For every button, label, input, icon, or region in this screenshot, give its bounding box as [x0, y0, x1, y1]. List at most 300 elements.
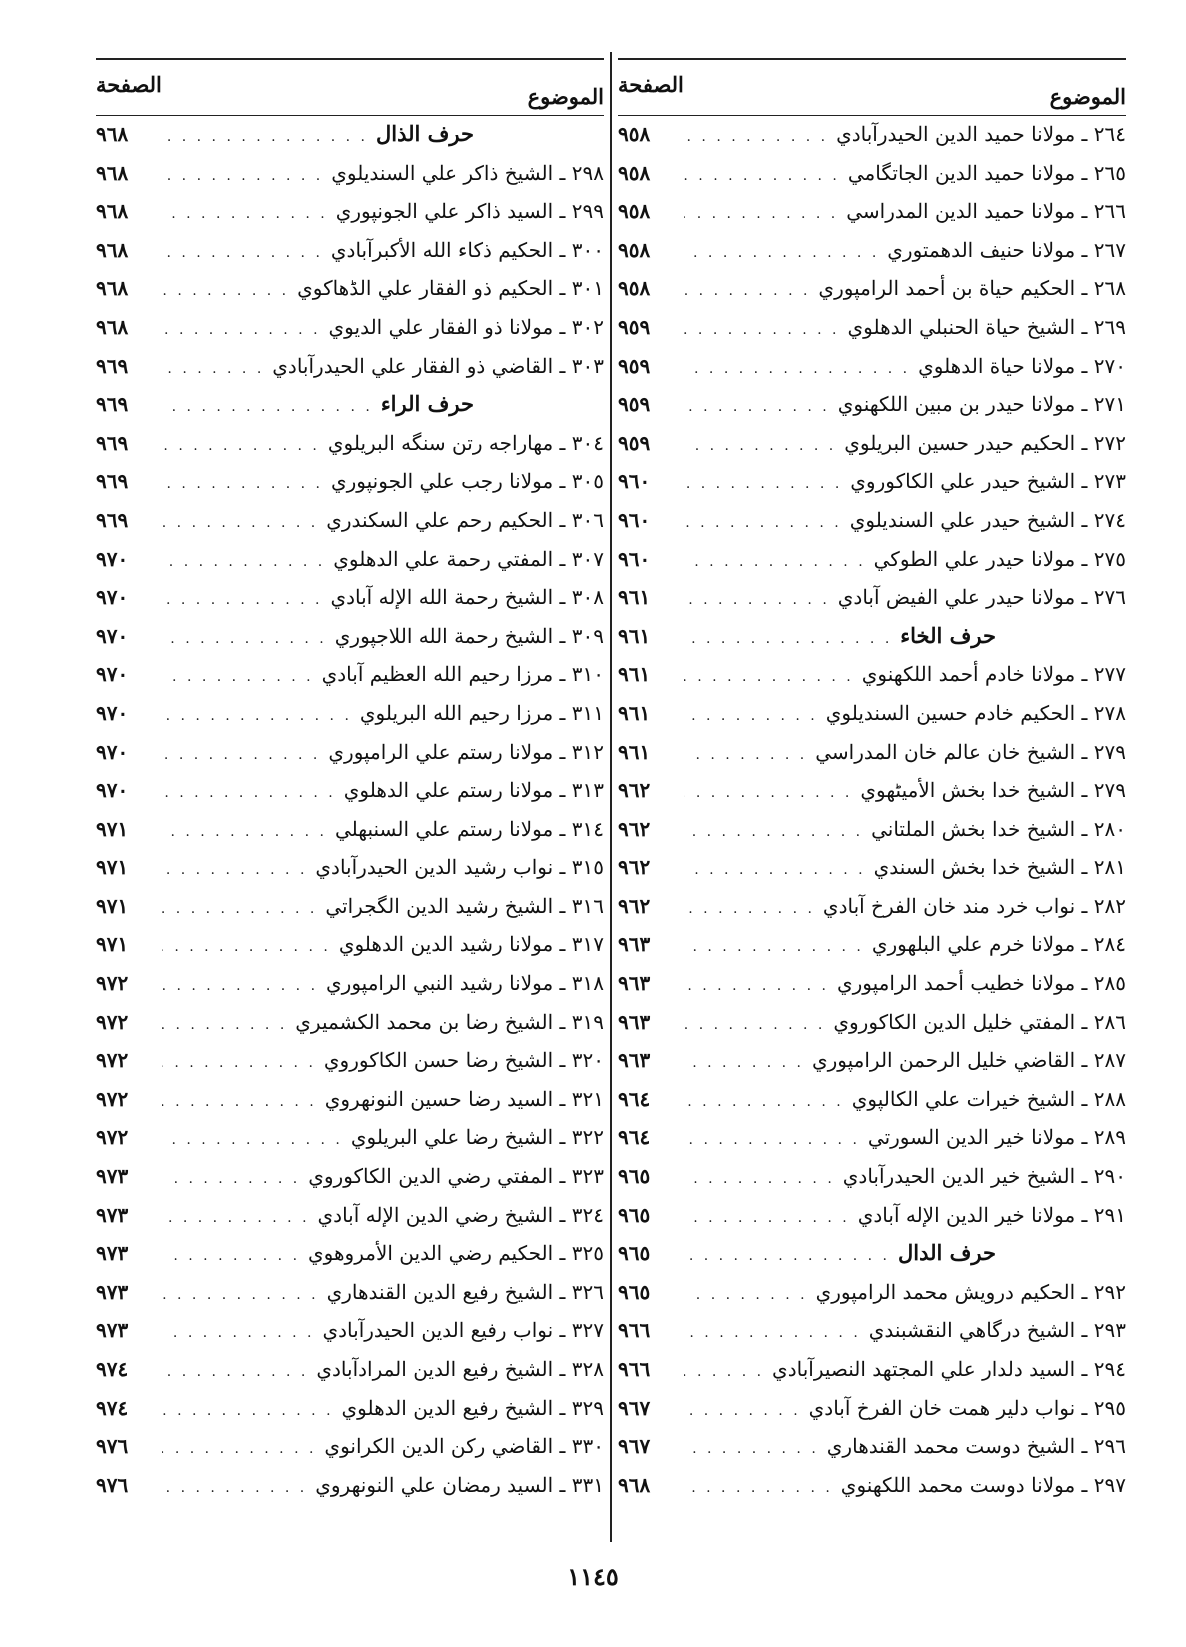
entry-title: ٢٩٦ ـ الشيخ دوست محمد القندهاري	[826, 1434, 1126, 1459]
entry-title: ٣١٧ ـ مولانا رشيد الدين الدهلوي	[338, 932, 604, 957]
dot-leader	[162, 311, 321, 350]
entry-page: ٩٦١	[618, 739, 651, 764]
index-entry	[618, 964, 1126, 1003]
top-rule-left	[96, 58, 604, 60]
top-rule-right	[618, 58, 1126, 60]
entry-title: ٢٧٩ ـ الشيخ خدا بخش الأميٹهوي	[860, 778, 1126, 803]
entry-list	[618, 115, 1126, 1504]
index-entry	[618, 1003, 1126, 1042]
index-entry	[618, 501, 1126, 540]
index-entry	[618, 1389, 1126, 1428]
entry-page: ٩٧٦	[96, 1434, 129, 1459]
dot-leader	[162, 851, 307, 890]
entry-page: ٩٧٠	[96, 623, 129, 648]
index-entry	[96, 694, 604, 733]
dot-leader	[162, 658, 314, 697]
entry-page: ٩٧١	[96, 932, 129, 957]
entry-page: ٩٦٠	[618, 469, 651, 494]
entry-title: ٣١٤ ـ مولانا رستم علي السنبهلي	[334, 816, 604, 841]
entry-page: ٩٧٢	[96, 1086, 129, 1111]
index-entry	[618, 462, 1126, 501]
entry-title: ٢٩٩ ـ السيد ذاكر علي الجونپوري	[335, 199, 604, 224]
entry-page: ٩٦٠	[618, 546, 651, 571]
entry-page: ٩٦٨	[96, 122, 129, 146]
dot-leader	[162, 543, 325, 582]
entry-title: ٣١٠ ـ مرزا رحيم الله العظيم آبادي	[321, 662, 604, 687]
dot-leader	[162, 736, 320, 775]
index-entry	[618, 1041, 1126, 1080]
dot-leader	[684, 465, 842, 504]
dot-leader	[162, 1199, 310, 1238]
entry-title: ٢٩٢ ـ الحكيم درويش محمد الرامپوري	[815, 1279, 1126, 1304]
entry-title: ٢٧٤ ـ الشيخ حيدر علي السنديلوي	[849, 507, 1126, 532]
index-entry	[96, 1041, 604, 1080]
entry-title: ٢٩٠ ـ الشيخ خير الدين الحيدرآبادي	[842, 1164, 1126, 1189]
entry-page: ٩٦١	[618, 623, 651, 648]
entry-title: ٣١٢ ـ مولانا رستم علي الرامپوري	[328, 739, 604, 764]
entry-title: ٢٩٧ ـ مولانا دوست محمد اللكهنوي	[840, 1472, 1126, 1497]
index-entry	[618, 1080, 1126, 1119]
entry-page: ٩٦٣	[618, 1009, 651, 1034]
entry-page: ٩٧٠	[96, 778, 129, 803]
entry-page: ٩٧٢	[96, 1125, 129, 1150]
entry-page: ٩٦٠	[618, 507, 651, 532]
entry-page: ٩٥٨	[618, 276, 651, 301]
dot-leader	[162, 1276, 319, 1315]
left-column	[96, 70, 604, 1504]
index-entry	[618, 1466, 1126, 1505]
dot-leader	[684, 851, 866, 890]
dot-leader	[684, 1314, 861, 1353]
dot-leader	[684, 543, 866, 582]
page-header: الصفحة	[618, 72, 684, 97]
index-entry	[96, 154, 604, 193]
index-entry	[96, 1427, 604, 1466]
entry-title: حرف الخاء	[900, 622, 996, 648]
dot-leader	[684, 1006, 825, 1045]
index-entry	[618, 347, 1126, 386]
entry-page: ٩٦٥	[618, 1279, 651, 1304]
entry-title: حرف الذال	[376, 121, 474, 146]
dot-leader	[162, 465, 323, 504]
entry-title: ٢٦٨ ـ الحكيم حياة بن أحمد الرامپوري	[818, 276, 1126, 301]
dot-leader	[684, 1160, 835, 1199]
entry-page: ٩٦٩	[96, 430, 129, 455]
index-entry	[618, 231, 1126, 270]
index-entry	[96, 462, 604, 501]
dot-leader	[162, 195, 328, 234]
entry-page: ٩٧٠	[96, 585, 129, 610]
entry-page: ٩٥٨	[618, 160, 651, 185]
entry-page: ٩٥٨	[618, 199, 651, 224]
entry-title: ٢٧١ ـ مولانا حيدر بن مبين اللكهنوي	[837, 392, 1126, 417]
index-entry	[618, 192, 1126, 231]
dot-leader	[684, 1199, 850, 1238]
index-entry	[96, 771, 604, 810]
page-number: ١١٤٥	[567, 1562, 619, 1591]
dot-leader	[162, 1121, 343, 1160]
entry-title: ٣٢٧ ـ نواب رفيع الدين الحيدرآبادي	[322, 1318, 604, 1343]
entry-page: ٩٦٨	[96, 276, 129, 301]
entry-title: ٢٦٥ ـ مولانا حميد الدين الجاتگامي	[847, 160, 1126, 185]
index-entry	[618, 385, 1126, 424]
index-entry	[618, 1311, 1126, 1350]
index-entry	[96, 540, 604, 579]
entry-title: ٣٠٦ ـ الحكيم رحم علي السكندري	[326, 507, 604, 532]
index-entry	[96, 269, 604, 308]
entry-title: ٢٧٠ ـ مولانا حياة الدهلوي	[918, 353, 1126, 378]
entry-title: ٢٧٩ ـ الشيخ خان عالم خان المدراسي	[815, 739, 1126, 764]
dot-leader	[162, 1469, 307, 1508]
dot-leader	[162, 620, 327, 659]
dot-leader	[162, 774, 336, 813]
entry-page: ٩٧٣	[96, 1279, 129, 1304]
dot-leader	[684, 890, 815, 929]
column-divider	[610, 52, 612, 1542]
entry-title: ٢٨٠ ـ الشيخ خدا بخش الملتاني	[871, 816, 1126, 841]
dot-leader	[684, 967, 829, 1006]
index-entry	[96, 1157, 604, 1196]
entry-page: ٩٧٢	[96, 1048, 129, 1073]
entry-title: ٣١٥ ـ نواب رشيد الدين الحيدرآبادي	[315, 855, 604, 880]
entry-title: ٣٢٥ ـ الحكيم رضي الدين الأمروهوي	[308, 1241, 604, 1266]
dot-leader	[162, 350, 264, 389]
index-entry	[618, 269, 1126, 308]
entry-title: ٢٧٢ ـ الحكيم حيدر حسين البريلوي	[844, 430, 1126, 455]
index-entry	[96, 347, 604, 386]
section-heading	[618, 1234, 1126, 1273]
index-entry	[96, 1234, 604, 1273]
entry-page: ٩٦٩	[96, 469, 129, 494]
index-entry	[618, 1157, 1126, 1196]
entry-page: ٩٦١	[618, 662, 651, 687]
index-entry	[618, 771, 1126, 810]
entry-title: حرف الدال	[898, 1240, 996, 1266]
entry-title: ٣٣١ ـ السيد رمضان علي النونهروي	[315, 1472, 604, 1497]
index-entry	[96, 1080, 604, 1119]
entry-page: ٩٦٨	[96, 314, 129, 339]
index-entry	[96, 308, 604, 347]
entry-page: ٩٧٤	[96, 1357, 129, 1381]
entry-title: ٢٩٤ ـ السيد دلدار علي المجتهد النصيرآبادي	[772, 1357, 1126, 1381]
entry-page: ٩٥٩	[618, 314, 651, 339]
entry-page: ٩٦٣	[618, 1048, 651, 1073]
entry-page: ٩٦٢	[618, 816, 651, 841]
topic-header: الموضوع	[1049, 84, 1126, 109]
entry-title: ٣٠٠ ـ الحكيم ذكاء الله الأكبرآبادي	[330, 237, 604, 262]
index-entry	[618, 578, 1126, 617]
entry-title: ٣٠٥ ـ مولانا رجب علي الجونپوري	[330, 469, 604, 494]
entry-page: ٩٦٨	[96, 199, 129, 224]
index-entry	[618, 733, 1126, 772]
page-header: الصفحة	[96, 72, 162, 97]
dot-leader	[684, 388, 830, 427]
entry-title: ٣١٨ ـ مولانا رشيد النبي الرامپوري	[326, 971, 604, 996]
entry-title: ٣٠٤ ـ مهاراجه رتن سنگه البريلوي	[327, 430, 604, 455]
index-entry	[618, 424, 1126, 463]
entry-page: ٩٥٩	[618, 430, 651, 455]
entry-title: ٢٩١ ـ مولانا خير الدين الإله آبادي	[857, 1202, 1126, 1227]
entry-page: ٩٦١	[618, 585, 651, 610]
entry-title: ٢٨٥ ـ مولانا خطيب أحمد الرامپوري	[836, 971, 1126, 996]
dot-leader	[162, 1237, 300, 1276]
dot-leader	[684, 736, 807, 775]
entry-title: ٢٩٥ ـ نواب دلير همت خان الفرخ آبادي	[808, 1395, 1126, 1420]
index-entry	[96, 1003, 604, 1042]
right-column	[618, 70, 1126, 1504]
entry-page: ٩٦٩	[96, 392, 129, 417]
index-entry	[96, 925, 604, 964]
dot-leader	[162, 1430, 316, 1469]
index-entry	[618, 848, 1126, 887]
dot-leader	[684, 272, 810, 311]
entry-title: ٢٧٦ ـ مولانا حيدر علي الفيض آبادي	[837, 585, 1126, 610]
entry-page: ٩٧٣	[96, 1202, 129, 1227]
index-entry	[96, 231, 604, 270]
index-entry	[618, 1427, 1126, 1466]
entry-page: ٩٦٩	[96, 353, 129, 378]
dot-leader	[684, 1392, 801, 1431]
index-entry	[618, 115, 1126, 154]
entry-page: ٩٦٥	[618, 1241, 651, 1266]
topic-header: الموضوع	[527, 84, 604, 109]
entry-page: ٩٧٣	[96, 1164, 129, 1189]
entry-page: ٩٦٧	[618, 1434, 651, 1459]
dot-leader	[684, 1237, 890, 1276]
dot-leader	[162, 1044, 316, 1083]
entry-title: ٣٢٩ ـ الشيخ رفيع الدين الدهلوي	[341, 1395, 604, 1420]
dot-leader	[162, 697, 352, 736]
index-entry	[96, 1273, 604, 1312]
entry-page: ٩٧١	[96, 816, 129, 841]
dot-leader	[162, 118, 368, 157]
entry-page: ٩٧٠	[96, 662, 129, 687]
dot-leader	[162, 928, 331, 967]
dot-leader	[684, 813, 863, 852]
index-entry	[96, 1350, 604, 1389]
dot-leader	[684, 697, 818, 736]
dot-leader	[162, 157, 323, 196]
dot-leader	[684, 1044, 804, 1083]
entry-title: ٢٧٥ ـ مولانا حيدر علي الطوكي	[873, 546, 1126, 571]
entry-page: ٩٥٩	[618, 353, 651, 378]
entry-page: ٩٥٩	[618, 392, 651, 417]
entry-page: ٩٧٢	[96, 1009, 129, 1034]
dot-leader	[684, 311, 839, 350]
entry-title: ٣١٣ ـ مولانا رستم علي الدهلوي	[343, 778, 604, 803]
index-entry	[96, 964, 604, 1003]
dot-leader	[684, 1276, 808, 1315]
dot-leader	[162, 581, 322, 620]
entry-page: ٩٦٢	[618, 893, 651, 918]
entry-title: ٣٢٢ ـ الشيخ رضا علي البريلوي	[350, 1125, 604, 1150]
index-entry	[618, 1118, 1126, 1157]
dot-leader	[162, 1392, 334, 1431]
entry-page: ٩٥٨	[618, 122, 651, 146]
entry-page: ٩٦١	[618, 700, 651, 725]
entry-page: ٩٧٠	[96, 546, 129, 571]
dot-leader	[684, 1430, 819, 1469]
entry-title: ٢٦٧ ـ مولانا حنيف الدهمتوري	[887, 237, 1126, 262]
entry-page: ٩٦٤	[618, 1086, 651, 1111]
entry-page: ٩٧٣	[96, 1241, 129, 1266]
entry-title: ٢٦٤ ـ مولانا حميد الدين الحيدرآبادي	[836, 122, 1126, 146]
dot-leader	[684, 658, 854, 697]
dot-leader	[684, 620, 892, 659]
entry-page: ٩٧٠	[96, 739, 129, 764]
section-heading	[96, 385, 604, 424]
dot-leader	[684, 118, 828, 157]
entry-title: ٢٦٦ ـ مولانا حميد الدين المدراسي	[846, 199, 1126, 224]
entry-title: ٣٢٨ ـ الشيخ رفيع الدين المرادآبادي	[316, 1357, 604, 1381]
entry-page: ٩٦٤	[618, 1125, 651, 1150]
index-entry	[618, 655, 1126, 694]
section-heading	[618, 617, 1126, 656]
entry-page: ٩٧١	[96, 855, 129, 880]
index-entry	[96, 578, 604, 617]
index-entry	[96, 617, 604, 656]
entry-title: ٢٩٨ ـ الشيخ ذاكر علي السنديلوي	[331, 160, 604, 185]
index-entry	[96, 848, 604, 887]
index-entry	[96, 733, 604, 772]
dot-leader	[162, 1353, 308, 1392]
dot-leader	[162, 427, 320, 466]
index-entry	[618, 540, 1126, 579]
dot-leader	[684, 1121, 860, 1160]
entry-title: ٢٧٣ ـ الشيخ حيدر علي الكاكوروي	[850, 469, 1126, 494]
dot-leader	[162, 234, 323, 273]
entry-page: ٩٦٨	[96, 237, 129, 262]
dot-leader	[684, 195, 838, 234]
entry-title: ٣٠٣ ـ القاضي ذو الفقار علي الحيدرآبادي	[272, 353, 604, 378]
entry-title: ٣٠١ ـ الحكيم ذو الفقار علي الڈهاكوي	[297, 276, 604, 301]
index-entry	[96, 1196, 604, 1235]
entry-title: ٣١٩ ـ الشيخ رضا بن محمد الكشميري	[295, 1009, 604, 1034]
entry-title: ٣٠٢ ـ مولانا ذو الفقار علي الديوي	[328, 314, 604, 339]
dot-leader	[684, 1353, 764, 1392]
entry-page: ٩٦٣	[618, 971, 651, 996]
entry-title: ٢٨٦ ـ المفتي خليل الدين الكاكوروي	[833, 1009, 1126, 1034]
dot-leader	[684, 774, 852, 813]
index-entry	[96, 424, 604, 463]
index-entry	[618, 1196, 1126, 1235]
entry-page: ٩٦٥	[618, 1164, 651, 1189]
entry-title: ٣٣٠ ـ القاضي ركن الدين الكرانوي	[324, 1434, 604, 1459]
index-entry	[96, 810, 604, 849]
entry-title: ٢٩٣ ـ الشيخ درگاهي النقشبندي	[868, 1318, 1126, 1343]
entry-page: ٩٦٦	[618, 1318, 651, 1343]
entry-title: ٢٨٢ ـ نواب خرد مند خان الفرخ آبادي	[822, 893, 1126, 918]
dot-leader	[684, 928, 864, 967]
index-entry	[96, 1311, 604, 1350]
entry-page: ٩٧٠	[96, 700, 129, 725]
index-entry	[96, 655, 604, 694]
index-entry	[96, 1389, 604, 1428]
entry-title: ٣٢٣ ـ المفتي رضي الدين الكاكوروي	[308, 1164, 604, 1189]
column-header	[96, 70, 604, 115]
dot-leader	[684, 234, 879, 273]
dot-leader	[162, 890, 317, 929]
entry-title: ٣٠٩ ـ الشيخ رحمة الله اللاجپوري	[334, 623, 604, 648]
entry-title: ٢٨١ ـ الشيخ خدا بخش السندي	[873, 855, 1126, 880]
index-entry	[618, 810, 1126, 849]
index-entry	[96, 1118, 604, 1157]
entry-title: ٢٨٨ ـ الشيخ خيرات علي الكالپوي	[851, 1086, 1126, 1111]
entry-title: ٣١٦ ـ الشيخ رشيد الدين الگجراتي	[325, 893, 604, 918]
entry-title: ٣٢٤ ـ الشيخ رضي الدين الإله آبادي	[317, 1202, 604, 1227]
entry-page: ٩٧١	[96, 893, 129, 918]
entry-title: ٢٨٧ ـ القاضي خليل الرحمن الرامپوري	[811, 1048, 1126, 1073]
index-entry	[96, 501, 604, 540]
dot-leader	[162, 813, 327, 852]
entry-page: ٩٦٣	[618, 932, 651, 957]
entry-page: ٩٦٨	[96, 160, 129, 185]
dot-leader	[162, 504, 318, 543]
entry-title: ٣٠٧ ـ المفتي رحمة علي الدهلوي	[333, 546, 604, 571]
entry-page: ٩٦٧	[618, 1395, 651, 1420]
dot-leader	[162, 388, 373, 427]
entry-title: ٢٦٩ ـ الشيخ حياة الحنبلي الدهلوي	[847, 314, 1126, 339]
entry-page: ٩٦٦	[618, 1357, 651, 1381]
entry-page: ٩٧٤	[96, 1395, 129, 1420]
dot-leader	[684, 427, 836, 466]
entry-title: ٣٢٠ ـ الشيخ رضا حسن الكاكوروي	[323, 1048, 604, 1073]
dot-leader	[162, 967, 318, 1006]
index-entry	[618, 154, 1126, 193]
index-entry	[618, 1350, 1126, 1389]
entry-page: ٩٦٩	[96, 507, 129, 532]
dot-leader	[684, 1083, 844, 1122]
entry-title: ٢٧٧ ـ مولانا خادم أحمد اللكهنوي	[861, 662, 1126, 687]
dot-leader	[162, 272, 289, 311]
dot-leader	[684, 350, 910, 389]
entry-title: ٣١١ ـ مرزا رحيم الله البريلوي	[359, 700, 604, 725]
dot-leader	[162, 1083, 317, 1122]
entry-title: ٢٧٨ ـ الحكيم خادم حسين السنديلوي	[825, 700, 1126, 725]
dot-leader	[684, 504, 842, 543]
column-header	[618, 70, 1126, 115]
entry-page: ٩٧٣	[96, 1318, 129, 1343]
index-entry	[618, 694, 1126, 733]
entry-page: ٩٥٨	[618, 237, 651, 262]
dot-leader	[162, 1006, 287, 1045]
entry-title: ٢٨٤ ـ مولانا خرم علي البلهوري	[871, 932, 1126, 957]
entry-title: ٣٠٨ ـ الشيخ رحمة الله الإله آبادي	[330, 585, 604, 610]
entry-title: ٢٨٩ ـ مولانا خير الدين السورتي	[867, 1125, 1126, 1150]
dot-leader	[684, 581, 830, 620]
entry-page: ٩٧٦	[96, 1472, 129, 1497]
entry-title: ٣٢٦ ـ الشيخ رفيع الدين القندهاري	[326, 1279, 604, 1304]
dot-leader	[684, 157, 840, 196]
entry-title: حرف الراء	[380, 391, 474, 417]
index-entry	[618, 925, 1126, 964]
index-entry	[618, 887, 1126, 926]
entry-page: ٩٦٢	[618, 778, 651, 803]
entry-page: ٩٦٢	[618, 855, 651, 880]
dot-leader	[684, 1469, 833, 1508]
entry-page: ٩٦٨	[618, 1472, 651, 1497]
index-entry	[96, 192, 604, 231]
section-heading	[96, 115, 604, 154]
entry-title: ٣٢١ ـ السيد رضا حسين النونهروي	[324, 1086, 604, 1111]
index-entry	[618, 308, 1126, 347]
entry-page: ٩٧٢	[96, 971, 129, 996]
index-entry	[96, 887, 604, 926]
entry-list	[96, 115, 604, 1504]
entry-page: ٩٦٥	[618, 1202, 651, 1227]
dot-leader	[162, 1160, 300, 1199]
index-entry	[618, 1273, 1126, 1312]
